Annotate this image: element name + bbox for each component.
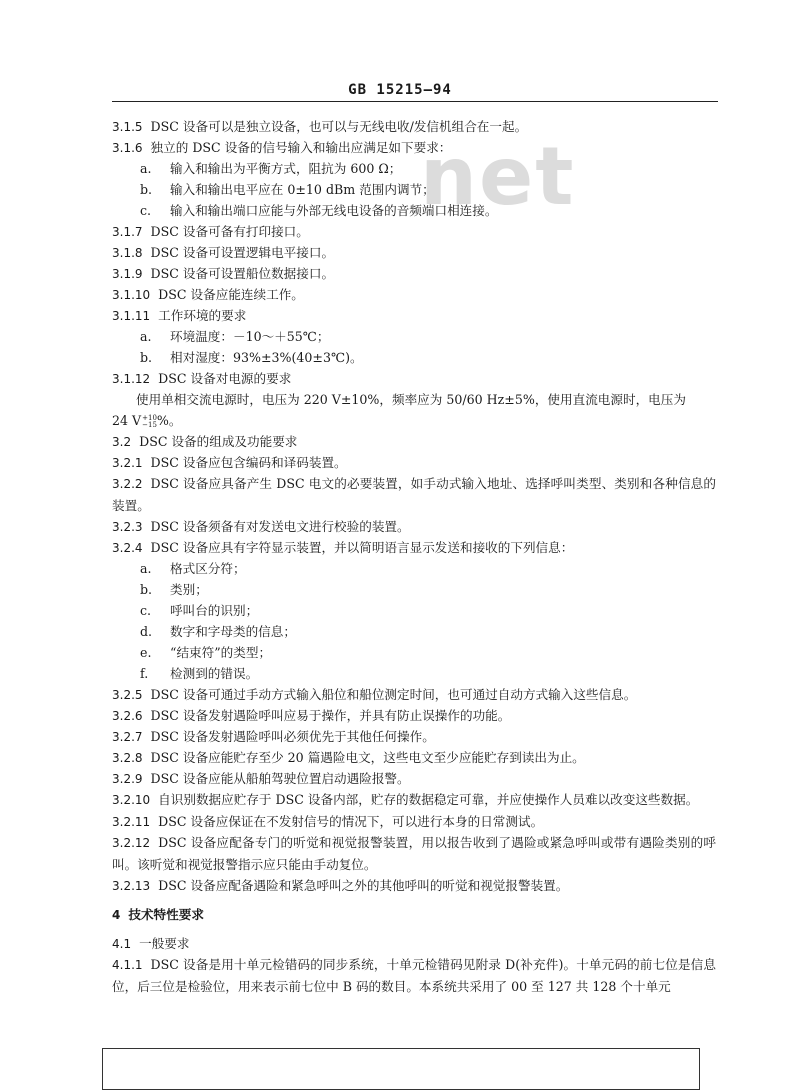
watermark: net bbox=[420, 130, 576, 223]
clause-3-2-8: 3.2.8 DSC 设备应能贮存至少 20 篇遇险电文，这些电文至少应能贮存到读出为止。 bbox=[112, 750, 585, 765]
item-3-2-4-e: e. “结束符”的类型； bbox=[140, 645, 272, 660]
clause-3-2-3: 3.2.3 DSC 设备须备有对发送电文进行校验的装置。 bbox=[112, 519, 410, 534]
clause-3-1-6: 3.1.6 独立的 DSC 设备的信号输入和输出应满足如下要求： bbox=[112, 140, 452, 155]
clause-3-2-13: 3.2.13 DSC 设备应配备遇险和紧急呼叫之外的其他呼叫的听觉和视觉报警装置。 bbox=[112, 878, 569, 893]
clause-3-2-11: 3.2.11 DSC 设备应保证在不发射信号的情况下，可以进行本身的日常测试。 bbox=[112, 814, 544, 829]
section-gap bbox=[112, 925, 716, 933]
voltage-tolerance: +10 −15 bbox=[142, 413, 157, 429]
section-4-heading: 4 技术特性要求 bbox=[112, 907, 204, 922]
clause-3-2-2: 3.2.2 DSC 设备应具备产生 DSC 电文的必要装置，如手动式输入地址、选择呼叫类型、类别和各种信息的装置。 bbox=[112, 476, 716, 513]
item-3-1-6-c: c. 输入和输出端口应能与外部无线电设备的音频端口相连接。 bbox=[140, 203, 498, 218]
clause-3-2-12: 3.2.12 DSC 设备应配备专门的听觉和视觉报警装置，用以报告收到了遇险或紧急呼叫或带有遇险类别的呼叫。该听觉和视觉报警指示应只能由手动复位。 bbox=[112, 835, 716, 872]
clause-3-1-12-body: 使用单相交流电源时，电压为 220 V±10%，频率应为 50/60 Hz±5%，使用直流电源时，电压为 bbox=[136, 392, 686, 407]
clause-3-1-8: 3.1.8 DSC 设备可设置逻辑电平接口。 bbox=[112, 245, 335, 260]
item-3-2-4-a: a. 格式区分符； bbox=[140, 561, 246, 576]
clause-3-1-11: 3.1.11 工作环境的要求 bbox=[112, 308, 247, 323]
item-3-2-4-d: d. 数字和字母类的信息； bbox=[140, 624, 296, 639]
clause-3-2-5: 3.2.5 DSC 设备可通过手动方式输入船位和船位测定时间，也可通过自动方式输入这些信息。 bbox=[112, 687, 637, 702]
clause-3-2-9: 3.2.9 DSC 设备应能从船舶驾驶位置启动遇险报警。 bbox=[112, 771, 410, 786]
clause-3-1-12-voltage: 24 V +10 −15 %。 bbox=[112, 413, 182, 429]
clause-4-1-1: 4.1.1 DSC 设备是用十单元检错码的同步系统，十单元检错码见附录 D(补充件)。十单元码的前七位是信息位，后三位是检验位，用来表示前七位中 B 码的数目。本系统共采用了 00 至 127 共 128 个十单元 bbox=[112, 957, 716, 994]
item-3-1-6-b: b. 输入和输出电平应在 0±10 dBm 范围内调节； bbox=[140, 182, 435, 197]
footer-box bbox=[102, 1048, 700, 1090]
item-3-1-11-a: a. 环境温度：－10～＋55℃； bbox=[140, 329, 330, 344]
clause-3-2-4: 3.2.4 DSC 设备应具有字符显示装置，并以简明语言显示发送和接收的下列信息： bbox=[112, 540, 574, 555]
clause-3-2-1: 3.2.1 DSC 设备应包含编码和译码装置。 bbox=[112, 455, 347, 470]
clause-3-2-10: 3.2.10 自识别数据应贮存于 DSC 设备内部，贮存的数据稳定可靠，并应使操作人员难以改变这些数据。 bbox=[112, 792, 699, 807]
page-header-title: GB 15215—94 bbox=[348, 82, 452, 98]
item-3-2-4-b: b. 类别； bbox=[140, 582, 208, 597]
item-3-1-11-b: b. 相对湿度：93%±3%(40±3℃)。 bbox=[140, 350, 363, 365]
item-3-1-6-a: a. 输入和输出为平衡方式，阻抗为 600 Ω； bbox=[140, 161, 402, 176]
section-gap bbox=[112, 896, 716, 904]
header-rule bbox=[112, 101, 718, 102]
clause-3-1-10: 3.1.10 DSC 设备应能连续工作。 bbox=[112, 287, 304, 302]
item-3-2-4-c: c. 呼叫台的识别； bbox=[140, 603, 259, 618]
clause-3-2: 3.2 DSC 设备的组成及功能要求 bbox=[112, 434, 298, 449]
clause-3-2-7: 3.2.7 DSC 设备发射遇险呼叫必须优先于其他任何操作。 bbox=[112, 729, 435, 744]
clause-4-1: 4.1 一般要求 bbox=[112, 936, 190, 951]
item-3-2-4-f: f. 检测到的错误。 bbox=[140, 666, 259, 681]
document-body bbox=[112, 116, 716, 997]
clause-3-1-12: 3.1.12 DSC 设备对电源的要求 bbox=[112, 371, 292, 386]
clause-3-1-7: 3.1.7 DSC 设备可备有打印接口。 bbox=[112, 224, 309, 239]
clause-3-1-5: 3.1.5 DSC 设备可以是独立设备，也可以与无线电收/发信机组合在一起。 bbox=[112, 119, 528, 134]
clause-3-2-6: 3.2.6 DSC 设备发射遇险呼叫应易于操作，并具有防止误操作的功能。 bbox=[112, 708, 511, 723]
clause-3-1-9: 3.1.9 DSC 设备可设置船位数据接口。 bbox=[112, 266, 335, 281]
